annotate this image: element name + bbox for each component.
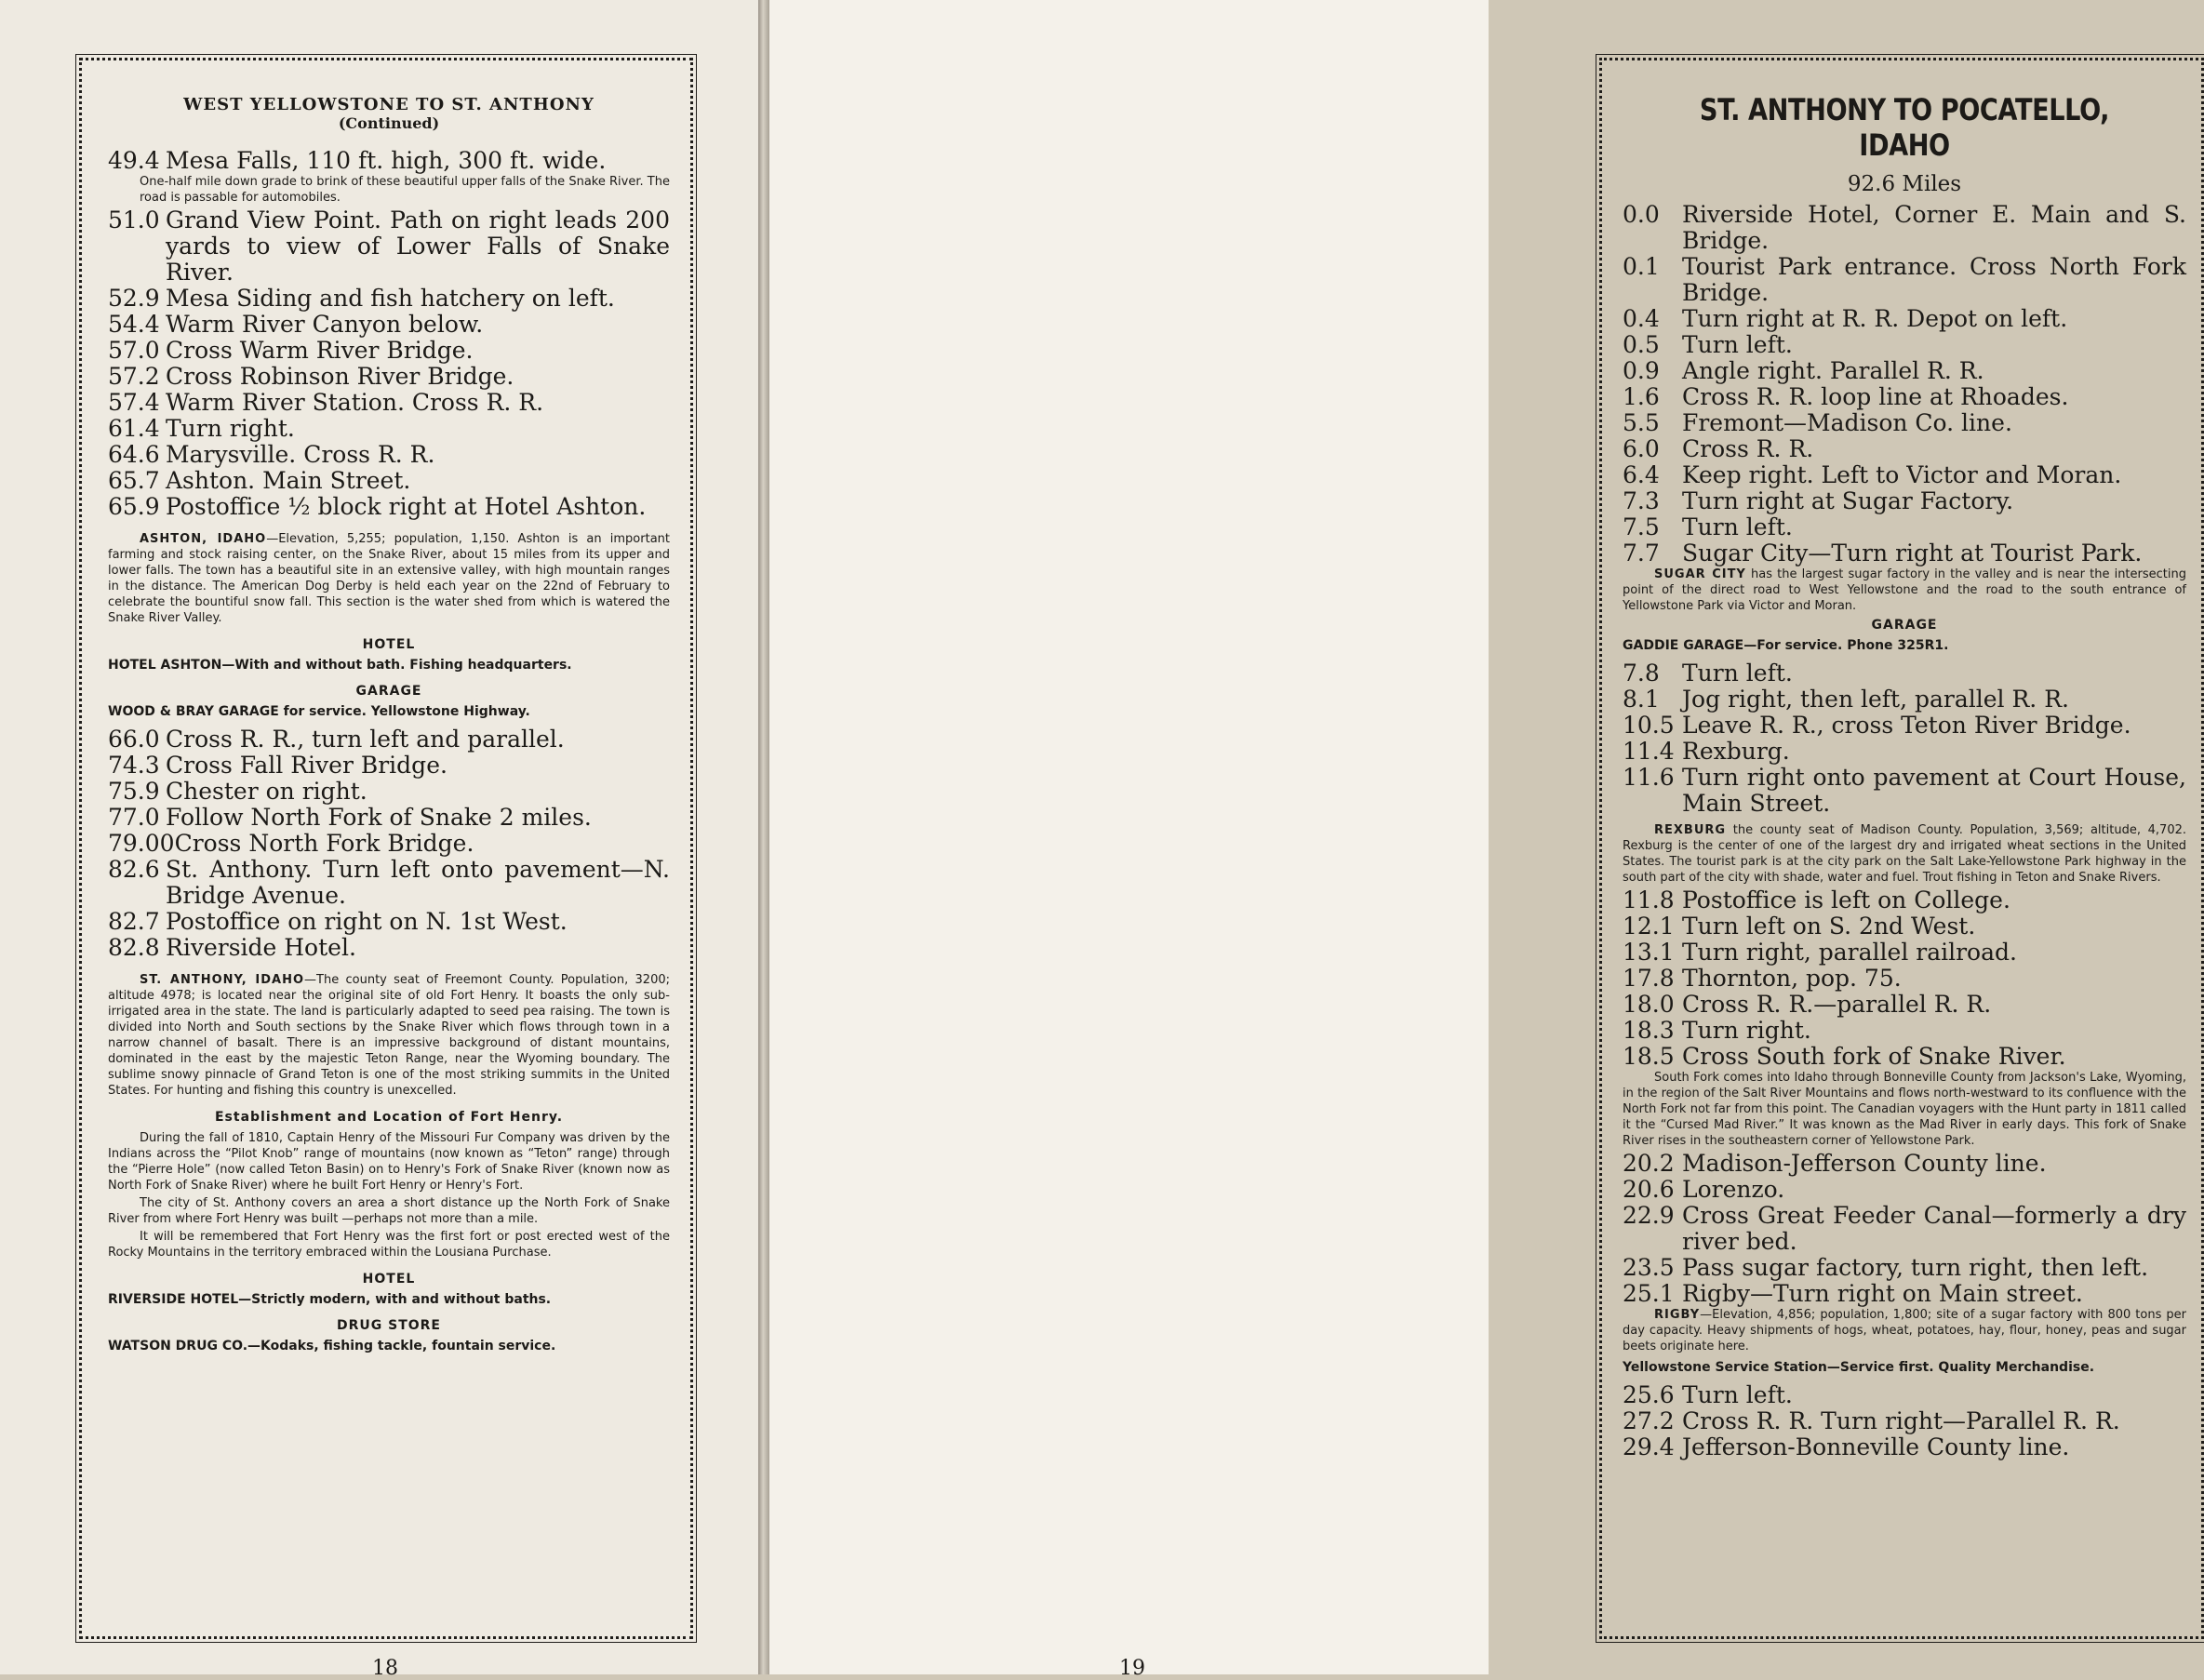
route-mileage: 66.0: [108, 726, 160, 753]
route-mileage: 74.3: [108, 752, 160, 779]
route-direction: Warm River Canyon below.: [166, 311, 484, 338]
route-direction: Turn left.: [1682, 513, 1793, 540]
route-entry: [1623, 1177, 2186, 1203]
route-mileage: 0.1: [1623, 253, 1660, 280]
route-direction: Mesa Siding and fish hatchery on left.: [166, 285, 615, 312]
route-entry: [1623, 410, 2186, 436]
route-list: [108, 148, 670, 174]
route-entry: [1623, 1151, 2186, 1177]
route-entry: [108, 364, 670, 390]
route-list: [108, 727, 670, 961]
note-ashton: [108, 531, 670, 626]
route-direction: Riverside Hotel.: [166, 934, 356, 961]
route-mileage: 0.0: [1623, 201, 1660, 228]
route-entry: [1623, 436, 2186, 462]
route-direction: Sugar City—Turn right at Tourist Park.: [1682, 540, 2143, 567]
route-direction: Cross R. R. loop line at Rhoades.: [1682, 383, 2069, 410]
route-mileage: 82.6: [108, 856, 160, 883]
route-mileage: 1.6: [1623, 383, 1660, 410]
route-direction: Cross R. R.—parallel R. R.: [1682, 991, 1992, 1018]
garage-listing: GADDIE GARAGE—For service. Phone 325R1.: [1623, 638, 1949, 653]
route-direction: Rexburg.: [1682, 738, 1790, 765]
route-mileage: 0.4: [1623, 305, 1660, 332]
note-text: —The county seat of Freemont County. Population, 3200; altitude 4978; is located near the original site of old Fort Henry. It boasts the only sub-irrigated area in the state. The land is particularly adapted to seed pea raising. The town is divided into North and South sections by the Snake River which flows through town in a narrow channel of basalt. There is an impressive background of distant mountains, dominated in the east by the majestic Teton Range, near the Wyoming boundary. The sublime snowy pinnacle of Grand Teton is one of the most striking summits in the United States. For hunting and fishing this country is unexcelled.: [108, 973, 671, 1098]
note-lead: ST. ANTHONY, IDAHO: [140, 973, 305, 987]
route-direction: Chester on right.: [166, 778, 367, 805]
note-lead: RIGBY: [1654, 1308, 1701, 1322]
route-mileage: 5.5: [1623, 409, 1660, 436]
route-entry: [1623, 332, 2186, 358]
route-entry: [1623, 384, 2186, 410]
route-entry: [1623, 687, 2186, 713]
route-entry: [1623, 1434, 2186, 1460]
route-direction: Fremont—Madison Co. line.: [1682, 409, 2012, 436]
route-entry: [1623, 462, 2186, 488]
hotel-heading: HOTEL: [362, 1272, 416, 1287]
route-direction: Lorenzo.: [1682, 1176, 1785, 1203]
route-mileage: 20.6: [1623, 1176, 1675, 1203]
route-mileage: 11.6: [1623, 764, 1675, 791]
route-entry: [108, 312, 670, 338]
route-mileage: 75.9: [108, 778, 160, 805]
route-mileage: 18.5: [1623, 1043, 1675, 1070]
route-direction: Cross Warm River Bridge.: [166, 337, 474, 364]
route-entry: [108, 494, 670, 520]
route-mileage: 54.4: [108, 311, 160, 338]
route-direction: Keep right. Left to Victor and Moran.: [1682, 461, 2122, 488]
route-mileage: 52.9: [108, 285, 160, 312]
route-mileage: 8.1: [1623, 686, 1660, 713]
route-entry: [108, 390, 670, 416]
route-direction: St. Anthony. Turn left onto pavement—N. Bridge Avenue.: [166, 856, 670, 909]
left-page-subtitle: (Continued): [338, 114, 440, 132]
hotel-listing: HOTEL ASHTON—With and without bath. Fishing headquarters.: [108, 658, 572, 673]
route-entry: [1623, 1382, 2186, 1408]
route-list: [1623, 202, 2186, 567]
route-direction: Turn left.: [1682, 660, 1793, 687]
route-mileage: 22.9: [1623, 1202, 1675, 1229]
route-direction: Riverside Hotel, Corner E. Main and S. Bridge.: [1682, 201, 2186, 254]
route-entry: [108, 442, 670, 468]
route-entry: [108, 286, 670, 312]
route-entry: [108, 779, 670, 805]
note-south-fork: South Fork comes into Idaho through Bonneville County from Jackson's Lake, Wyoming, in the region of the Salt River Mountains and flows north-westward to its confluence with the North Fork not far from this point. The Canadian voyagers with the Hunt party in 1811 called it the “Cursed Mad River.” It was known as the Mad River in early days. This fork of Snake River rises in the southeastern corner of Yellowstone Park.: [1623, 1071, 2186, 1148]
route-list: [108, 207, 670, 520]
route-mileage: 51.0: [108, 207, 160, 233]
note-text: the county seat of Madison County. Population, 3,569; altitude, 4,702. Rexburg is the center of one of the largest dry and irrigated wheat sections in the United States. The tourist park is at the city park on the Salt Lake-Yellowstone Park highway in the south part of the city with shade, water and fuel. Trout fishing in Teton and Snake Rivers.: [1623, 823, 2186, 885]
drug-store-listing: WATSON DRUG CO.—Kodaks, fishing tackle, fountain service.: [108, 1339, 556, 1353]
route-direction: Turn right at Sugar Factory.: [1682, 487, 2014, 514]
page-number: 19: [1119, 1657, 1145, 1680]
route-mileage: 17.8: [1623, 965, 1675, 992]
route-mileage: 11.8: [1623, 887, 1675, 913]
route-mileage: 25.6: [1623, 1381, 1675, 1408]
route-entry: [1623, 1044, 2186, 1070]
fort-henry-paragraph: During the fall of 1810, Captain Henry of the Missouri Fur Company was driven by the Indians across the “Pilot Knob” range of mountains (now known as “Teton” range) through the “Pierre Hole” (now called Teton Basin) on to Henry's Fork of Snake River (known now as North Fork of Snake River) where he built Fort Henry or Henry's Fort.: [108, 1131, 670, 1193]
route-list: [1623, 1151, 2186, 1307]
route-direction: Rigby—Turn right on Main street.: [1682, 1280, 2083, 1307]
route-direction: Follow North Fork of Snake 2 miles.: [166, 804, 592, 831]
route-direction: Tourist Park entrance. Cross North Fork Bridge.: [1682, 253, 2186, 306]
route-direction: Turn left.: [1682, 1381, 1793, 1408]
route-entry: [1623, 514, 2186, 540]
fort-henry-paragraph: The city of St. Anthony covers an area a short distance up the North Fork of Snake River from where Fort Henry was built —perhaps not more than a mile.: [108, 1196, 670, 1226]
route-mileage: 7.7: [1623, 540, 1660, 567]
route-entry: [108, 909, 670, 935]
right-page: [769, 0, 2186, 1680]
route-direction: Turn left on S. 2nd West.: [1682, 913, 1976, 940]
route-entry: [108, 468, 670, 494]
note-text: —Elevation, 4,856; population, 1,800; site of a sugar factory with 800 tons per day capacity. Heavy shipments of hogs, wheat, potatoes, hay, flour, honey, peas and sugar beets originate here.: [1623, 1308, 2186, 1353]
route-direction: Cross R. R. Turn right—Parallel R. R.: [1682, 1407, 2120, 1434]
route-entry: [108, 753, 670, 779]
route-entry: [108, 935, 670, 961]
route-direction: Marysville. Cross R. R.: [166, 441, 435, 468]
route-direction: Cross Great Feeder Canal—formerly a dry river bed.: [1682, 1202, 2186, 1255]
left-page: [0, 0, 758, 1680]
route-mileage: 57.4: [108, 389, 160, 416]
route-direction: Postoffice is left on College.: [1682, 887, 2010, 913]
route-mileage: 82.8: [108, 934, 160, 961]
route-direction: Warm River Station. Cross R. R.: [166, 389, 544, 416]
total-miles: 92.6 Miles: [1847, 172, 1962, 196]
route-entry: [108, 207, 670, 286]
route-mileage: 18.3: [1623, 1017, 1675, 1044]
route-direction: Turn left.: [1682, 331, 1793, 358]
fort-henry-heading: Establishment and Location of Fort Henry.: [214, 1110, 564, 1125]
note-st-anthony: [108, 972, 670, 1099]
book-gutter: [758, 0, 769, 1674]
route-direction: Cross Robinson River Bridge.: [166, 363, 514, 390]
route-list: [1623, 887, 2186, 1070]
route-mileage: 0.9: [1623, 357, 1660, 384]
route-mileage: 57.2: [108, 363, 160, 390]
note-lead: SUGAR CITY: [1654, 567, 1746, 581]
route-direction: Turn right, parallel railroad.: [1682, 939, 2017, 966]
garage-heading: GARAGE: [355, 684, 422, 699]
route-mileage: 77.0: [108, 804, 160, 831]
drug-store-heading: DRUG STORE: [336, 1318, 441, 1333]
note-lead: REXBURG: [1654, 823, 1727, 837]
hotel-listing: RIVERSIDE HOTEL—Strictly modern, with and without baths.: [108, 1292, 552, 1307]
fort-henry-paragraph: It will be remembered that Fort Henry was the first fort or post erected west of the Rocky Mountains in the territory embraced within the Lousiana Purchase.: [108, 1230, 670, 1260]
left-page-title: WEST YELLOWSTONE TO ST. ANTHONY: [183, 95, 594, 114]
route-mileage: 13.1: [1623, 939, 1675, 966]
route-entry: [1623, 739, 2186, 765]
route-entry: [1623, 1281, 2186, 1307]
garage-heading: GARAGE: [1871, 618, 1938, 633]
route-entry: [1623, 488, 2186, 514]
route-mileage: 49.4: [108, 147, 160, 174]
route-mileage: 7.5: [1623, 513, 1660, 540]
note-mesa-falls: One-half mile down grade to brink of these beautiful upper falls of the Snake River. The road is passable for automobiles.: [140, 175, 670, 205]
route-direction: Cross R. R.: [1682, 435, 1814, 462]
route-direction: Cross North Fork Bridge.: [174, 830, 474, 857]
route-list: [1623, 1382, 2186, 1460]
route-mileage: 65.7: [108, 467, 160, 494]
route-mileage: 7.8: [1623, 660, 1660, 687]
route-entry: [1623, 358, 2186, 384]
route-mileage: 7.3: [1623, 487, 1660, 514]
left-page-frame: [79, 58, 693, 1639]
route-mileage: 61.4: [108, 415, 160, 442]
right-page-frame: [1599, 58, 2204, 1639]
route-entry: [108, 727, 670, 753]
route-entry: [108, 338, 670, 364]
route-mileage: 29.4: [1623, 1433, 1675, 1460]
route-mileage: 23.5: [1623, 1254, 1675, 1281]
route-entry: [1623, 1255, 2186, 1281]
route-direction: Madison-Jefferson County line.: [1682, 1150, 2047, 1177]
route-entry: [1623, 713, 2186, 739]
route-direction: Postoffice ½ block right at Hotel Ashton.: [166, 493, 647, 520]
route-mileage: 79.00: [108, 830, 175, 857]
route-mileage: 65.9: [108, 493, 160, 520]
route-mileage: 6.0: [1623, 435, 1660, 462]
route-entry: [1623, 202, 2186, 254]
route-entry: [1623, 254, 2186, 306]
route-entry: [1623, 306, 2186, 332]
route-direction: Cross Fall River Bridge.: [166, 752, 447, 779]
route-direction: Turn right onto pavement at Court House, Main Street.: [1682, 764, 2186, 817]
route-mileage: 11.4: [1623, 738, 1675, 765]
hotel-heading: HOTEL: [362, 637, 416, 652]
route-mileage: 27.2: [1623, 1407, 1675, 1434]
route-direction: Cross R. R., turn left and parallel.: [166, 726, 565, 753]
route-entry: [1623, 887, 2186, 913]
route-mileage: 6.4: [1623, 461, 1660, 488]
note-lead: ASHTON, IDAHO: [140, 532, 267, 546]
route-entry: [1623, 992, 2186, 1018]
route-mileage: 10.5: [1623, 712, 1675, 739]
route-list: [1623, 660, 2186, 817]
route-entry: [1623, 1018, 2186, 1044]
route-entry: [108, 831, 670, 857]
note-sugar-city: [1623, 567, 2186, 614]
route-direction: Angle right. Parallel R. R.: [1682, 357, 1984, 384]
route-direction: Postoffice on right on N. 1st West.: [166, 908, 568, 935]
garage-listing: WOOD & BRAY GARAGE for service. Yellowstone Highway.: [108, 704, 530, 719]
route-direction: Leave R. R., cross Teton River Bridge.: [1682, 712, 2131, 739]
route-entry: [1623, 660, 2186, 687]
route-mileage: 20.2: [1623, 1150, 1675, 1177]
route-mileage: 82.7: [108, 908, 160, 935]
route-mileage: 0.5: [1623, 331, 1660, 358]
route-direction: Ashton. Main Street.: [166, 467, 411, 494]
route-entry: [1623, 1408, 2186, 1434]
route-entry: [1623, 765, 2186, 817]
route-entry: [1623, 966, 2186, 992]
note-rexburg: [1623, 822, 2186, 886]
route-direction: Turn right at R. R. Depot on left.: [1682, 305, 2068, 332]
route-entry: [108, 148, 670, 174]
right-page-title: ST. ANTHONY TO POCATELLO, IDAHO: [1699, 92, 2110, 163]
route-direction: Grand View Point. Path on right leads 200 yards to view of Lower Falls of Snake River.: [166, 207, 670, 286]
route-entry: [1623, 1203, 2186, 1255]
route-entry: [1623, 540, 2186, 567]
route-direction: Turn right.: [166, 415, 295, 442]
note-text: has the largest sugar factory in the valley and is near the intersecting point of the direct road to West Yellowstone and the road to the south entrance of Yellowstone Park via Victor and Moran.: [1623, 567, 2186, 613]
route-entry: [108, 857, 670, 909]
route-entry: [1623, 913, 2186, 940]
route-direction: Jog right, then left, parallel R. R.: [1682, 686, 2069, 713]
route-entry: [108, 416, 670, 442]
route-mileage: 18.0: [1623, 991, 1675, 1018]
route-direction: Jefferson-Bonneville County line.: [1682, 1433, 2070, 1460]
note-rigby: [1623, 1307, 2186, 1354]
route-direction: Cross South fork of Snake River.: [1682, 1043, 2066, 1070]
route-mileage: 12.1: [1623, 913, 1675, 940]
route-entry: [108, 805, 670, 831]
route-mileage: 57.0: [108, 337, 160, 364]
page-number: 18: [372, 1657, 398, 1680]
route-mileage: 25.1: [1623, 1280, 1675, 1307]
service-station-listing: Yellowstone Service Station—Service first. Quality Merchandise.: [1623, 1360, 2095, 1375]
note-text: —Elevation, 5,255; population, 1,150. Ashton is an important farming and stock raising center, on the Snake River, about 15 miles from its upper and lower falls. The town has a beautiful site in an extensive valley, with high mountain ranges in the distance. The American Dog Derby is held each year on the 22nd of February to celebrate the bountiful snow fall. This section is the water shed from which is watered the Snake River Valley.: [108, 532, 670, 625]
route-direction: Turn right.: [1682, 1017, 1811, 1044]
route-direction: Thornton, pop. 75.: [1682, 965, 1902, 992]
route-entry: [1623, 940, 2186, 966]
route-mileage: 64.6: [108, 441, 160, 468]
route-direction: Pass sugar factory, turn right, then left.: [1682, 1254, 2149, 1281]
route-direction: Mesa Falls, 110 ft. high, 300 ft. wide.: [166, 147, 607, 174]
